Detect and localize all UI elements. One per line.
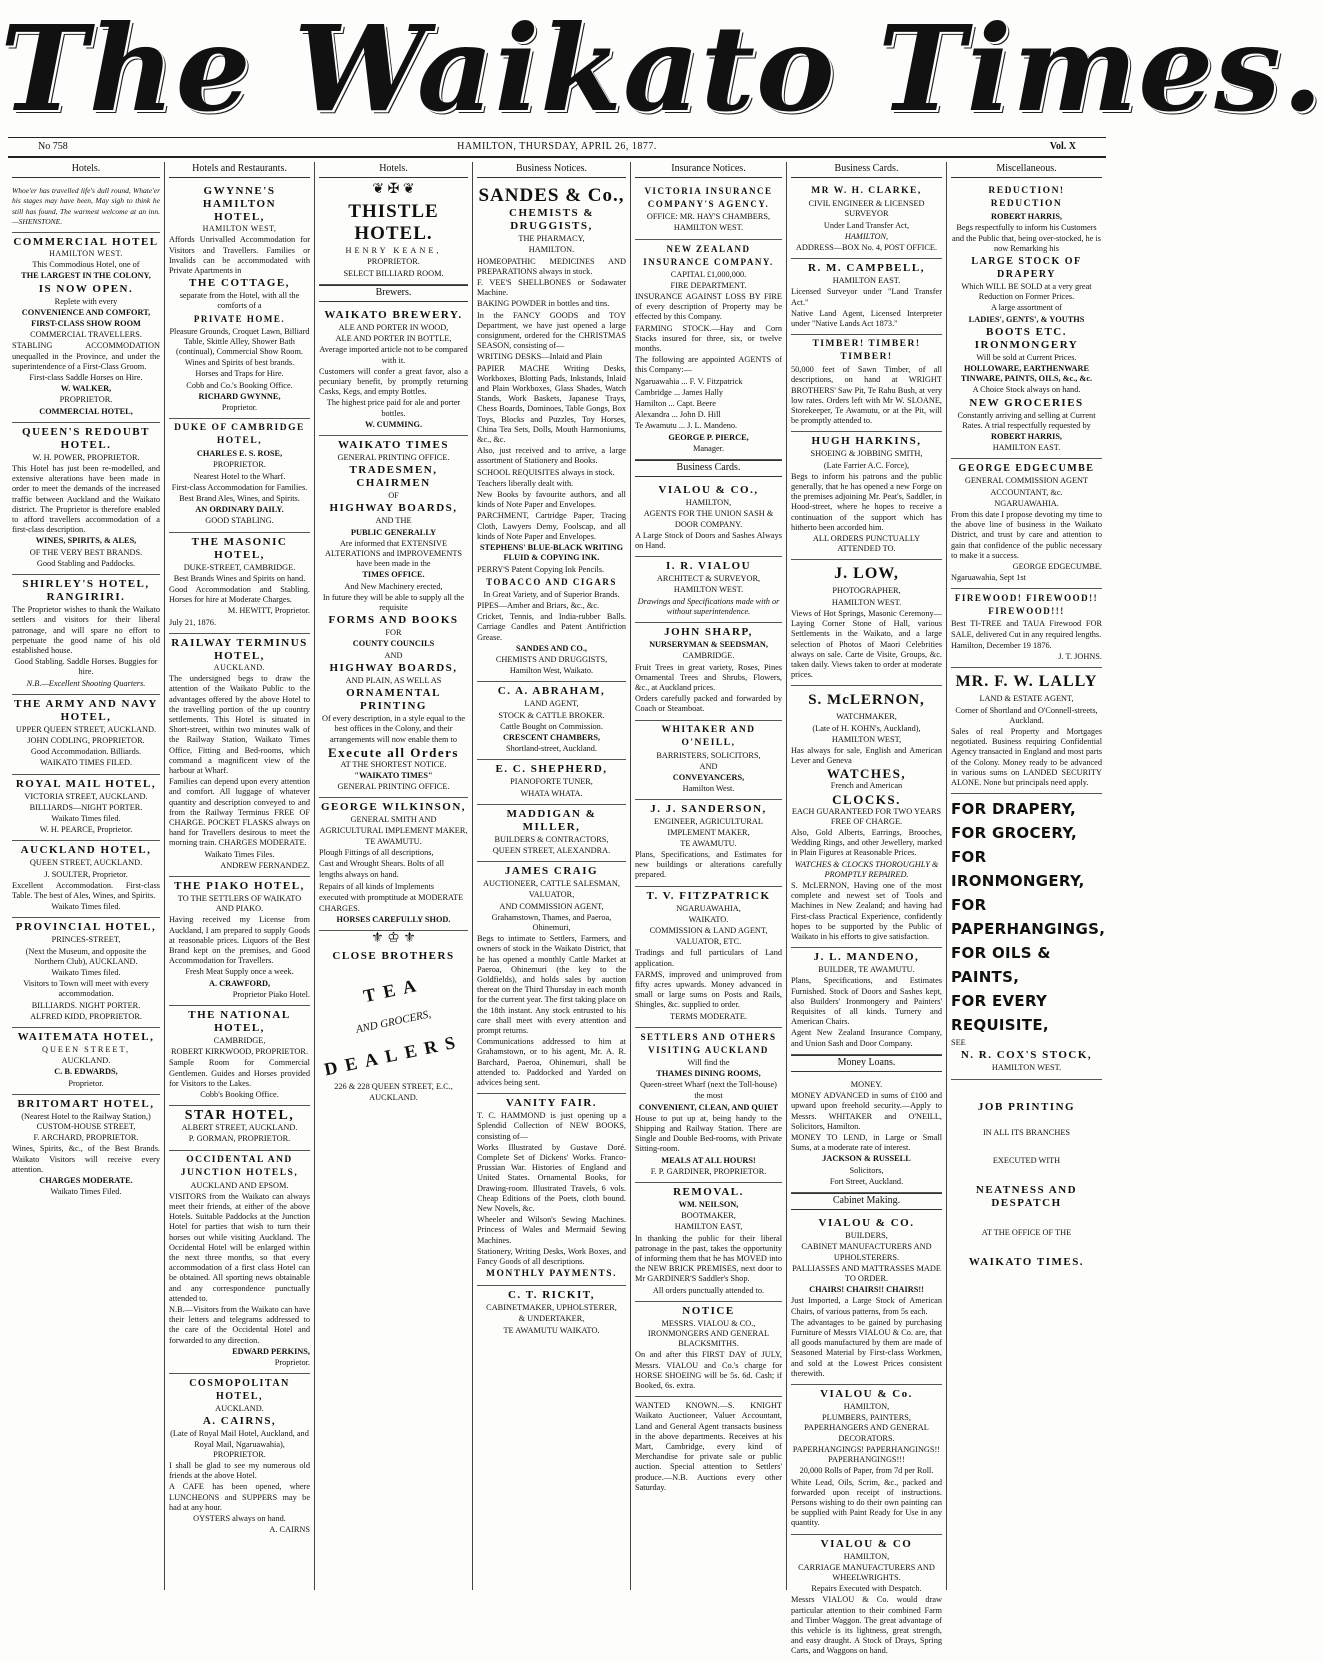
ad-john-sharp: JOHN SHARP, NURSERYMAN & SEEDSMAN, CAMBRIDGE. Fruit Trees in great variety, Roses, Pines Ornamental Trees and Shrubs, Flowers, &c., at Auckland prices. Orders carefully packed and forwarded by Coach or Steamboat. bbox=[635, 623, 782, 720]
ad-vialou-architect: I. R. VIALOU ARCHITECT & SURVEYOR, HAMILTON WEST. Drawings and Specifications made with or without superintendence. bbox=[635, 557, 782, 623]
column-hotels-brewers bbox=[314, 162, 472, 1590]
ad-cox-stock: FOR DRAPERY, FOR GROCERY, FOR IRONMONGERY, FOR PAPERHANGINGS, FOR OILS & PAINTS, FOR EVERY REQUISITE, SEE N. R. COX'S STOCK, HAMILTON WEST. bbox=[951, 794, 1102, 1079]
section-heading: Money Loans. bbox=[791, 1055, 942, 1072]
column-business-cards bbox=[786, 162, 946, 1656]
ad-queens-redoubt: QUEEN'S REDOUBT HOTEL. W. H. POWER, PROPRIETOR. This Hotel has just been re-modelled, and extensive alterations have been made in order to meet the demands of the increased traffic between Auckland and the Waikato district. The Proprietor is therefore enabled to afford travellers accommodation of a first-class description. WINES, SPIRITS, & ALES, OF THE VERY BEST BRANDS. Good Stabling and Paddocks. bbox=[12, 423, 160, 575]
ad-lally: MR. F. W. LALLY LAND & ESTATE AGENT, Corner of Shortland and O'Connell-streets, Auckland. Sales of real Property and Mortgages negotiated. Business requiring Confidential Agency transacted in England and most parts of the Colony. Money ready to be advanced in various sums on LANDED SECURITY ALONE. None but principals need apply. bbox=[951, 668, 1102, 794]
cox-line: FOR OILS & PAINTS, bbox=[951, 944, 1051, 987]
cox-line: FOR IRONMONGERY, bbox=[951, 848, 1085, 891]
agent-row: Cambridge ... James Hally bbox=[635, 387, 724, 397]
ad-james-craig: JAMES CRAIG AUCTIONEER, CATTLE SALESMAN, VALUATOR, AND COMMISSION AGENT, Grahamstown, Thames, and Paeroa, Ohinemuri, Begs to intimate to Settlers, Farmers, and owners of stock in the Waikato District, that he has opened a monthly Cattle Market at Paeroa, Ohinemuri (the key to the Goldfields), and holds sales by auction thereat on the Third Thursday in each month for the current year. The first taking place on the 18th instant. Any stock entrusted to his care shall meet with every attention and prompt returns. Communications addressed to him at Grahamstown, or to his agent, Mr. A. R. Barchard, Paeroa, Ohinemuri, shall be attended to. Paddocked and Yarded on advices being sent. bbox=[477, 862, 626, 1094]
column-heading: Hotels and Restaurants. bbox=[169, 162, 310, 178]
ad-thames-dining-rooms: SETTLERS AND OTHERS VISITING AUCKLAND Will find the THAMES DINING ROOMS, Queen-street Wharf (next the Toll-house) the most CONVENIENT, CLEAN, AND QUIET House to put up at, being handy to the Shipping and Railway Station. There are Single and Double Bed-rooms, with Private Sitting-room. MEALS AT ALL HOURS! F. P. GARDINER, PROPRIETOR. bbox=[635, 1028, 782, 1183]
ad-masonic-hotel: THE MASONIC HOTEL, DUKE-STREET, CAMBRIDGE. Best Brands Wines and Spirits on hand. Good Accommodation and Stabling. Horses for hire at Moderate Charges. M. HEWITT, Proprietor. July 21, 1876. bbox=[169, 533, 310, 634]
ad-railway-terminus-hotel: RAILWAY TERMINUS HOTEL, AUCKLAND. The undersigned begs to draw the attention of the Waikato Public to the advantages offered by the above Hotel to the travelling portion of the up country settlements. This Hotel is situated in Short-street, within two minutes walk of the Railway Station, Waikato Times Office, Fitting and Bed-rooms, which command a magnificent view of the harbour at Wharf. Families can depend upon every attention and comfort. All luggage of whatever quantity and description conveyed to and from the Railway Terminus FREE OF CHARGE. POCKET FLASKS always on hand for Travellers desirous to meet the morning train. CHARGES MODERATE. Waikato Times Files. ANDREW FERNANDEZ. bbox=[169, 634, 310, 877]
ad-trickit: C. T. RICKIT, CABINETMAKER, UPHOLSTERER, & UNDERTAKER, TE AWAMUTU WAIKATO. bbox=[486, 1289, 617, 1335]
coat-of-arms-icon: ⚜ ♔ ⚜ bbox=[371, 931, 416, 947]
ad-cosmopolitan-hotel: COSMOPOLITAN HOTEL, AUCKLAND. A. CAIRNS, (Late of Royal Mail Hotel, Auckland, and Royal Mail, Ngaruawahia), PROPRIETOR. I shall be glad to see my numerous old friends at the above Hotel. A CAFE has been opened, where LUNCHEONS and SUPPERS may be had at any hour. OYSTERS always on hand. A. CAIRNS bbox=[169, 1378, 310, 1535]
dateline bbox=[8, 137, 1106, 158]
ad-shepherd: E. C. SHEPHERD, PIANOFORTE TUNER, WHATA WHATA. bbox=[477, 760, 626, 804]
ad-whitaker-oneill: WHITAKER AND O'NEILL, BARRISTERS, SOLICITORS, AND CONVEYANCERS, Hamilton West. bbox=[635, 721, 782, 801]
ad-hugh-harkins: HUGH HARKINS, SHOEING & JOBBING SMITH, (Late Farrier A.C. Force), Begs to inform his patrons and the public generally, that he has opened a new Forge on the premises adjoining Mr. Peat's, Saddler, in Hood-street, where he hopes to receive a continuation of the support which has hitherto been accorded him. ALL ORDERS PUNCTUALLY ATTENDED TO. bbox=[791, 432, 942, 560]
ad-gwynnes-hotel: GWYNNE'S HAMILTON HOTEL, HAMILTON WEST, Affords Unrivalled Accommodation for Visitors and Travellers. Families or Invalids can be accommodated with Private Apartments in THE COTTAGE, separate from the Hotel, with all the comforts of a PRIVATE HOME. Pleasure Grounds, Croquet Lawn, Billiard Table, Skittle Alley, Shower Bath (continual), Commercial Show Room. Wines and Spirits of best brands. Horses and Traps for Hire. Cobb and Co.'s Booking Office. RICHARD GWYNNE, Proprietor. bbox=[169, 182, 310, 419]
cox-line: FOR DRAPERY, bbox=[951, 800, 1077, 819]
ad-waikato-brewery: WAIKATO BREWERY. ALE AND PORTER IN WOOD, ALE AND PORTER IN BOTTLE, Average imported article not to be compared with it. Customers will confer a great favor, also a pecuniary benefit, by promptly returning Casks, Kegs, and empty Bottles. The highest price paid for ale and porter bottles. W. CUMMING. bbox=[319, 306, 468, 436]
ad-sanderson: J. J. SANDERSON, ENGINEER, AGRICULTURAL IMPLEMENT MAKER, TE AWAMUTU. Plans, Specifications, and Estimates for new buildings or alterations carefully prepared. bbox=[635, 800, 782, 886]
ad-waitemata-hotel: WAITEMATA HOTEL, QUEEN STREET, AUCKLAND. C. B. EDWARDS, Proprietor. bbox=[12, 1028, 160, 1095]
ad-maddigan-miller: MADDIGAN & MILLER, BUILDERS & CONTRACTORS, QUEEN STREET, ALEXANDRA. bbox=[477, 805, 626, 862]
ad-times-printing-office: WAIKATO TIMES GENERAL PRINTING OFFICE. TRADESMEN, CHAIRMEN OF HIGHWAY BOARDS, AND THE PUBLIC GENERALLY Are informed that EXTENSIVE ALTERATIONS and IMPROVEMENTS have been made in the TIMES OFFICE. And New Machinery erected, In future they will be able to supply all the requisite FORMS AND BOOKS FOR COUNTY COUNCILS AND HIGHWAY BOARDS, AND PLAIN, AS WELL AS ORNAMENTAL PRINTING Of every description, in a style equal to the best offices in the Colony, and their arrangements will now enable them to Execute all Orders AT THE SHORTEST NOTICE. "WAIKATO TIMES" GENERAL PRINTING OFFICE. bbox=[319, 436, 468, 798]
section-heading: Brewers. bbox=[319, 285, 468, 302]
column-heading: Business Notices. bbox=[477, 162, 626, 178]
ad-vialou-sash: VIALOU & CO., HAMILTON, AGENTS FOR THE UNION SASH & DOOR COMPANY. A Large Stock of Doors and Sashes Always on Hand. bbox=[635, 481, 782, 557]
column-heading: Miscellaneous. bbox=[951, 162, 1102, 178]
ad-firewood: FIREWOOD! FIREWOOD!! FIREWOOD!!! Best TI-TREE and TAUA Firewood FOR SALE, delivered Cut in any required lengths. Hamilton, December 19 1876. J. T. JOHNS. bbox=[951, 589, 1102, 668]
ad-robert-harris: REDUCTION! REDUCTION ROBERT HARRIS, Begs respectfully to inform his Customers and the Public that, being over-stocked, he is now Remarking his LARGE STOCK OF DRAPERY Which WILL BE SOLD at a very great Reduction on Former Prices. A large assortment of LADIES', GENTS', & YOUTHS BOOTS ETC. IRONMONGERY Will be sold at Current Prices. HOLLOWARE, EARTHENWARE TINWARE, PAINTS, OILS, &c., &c. A Choice Stock always on hand. NEW GROCERIES Constantly arriving and selling at Current Rates. A trial respectfully requested by ROBERT HARRIS, HAMILTON EAST. bbox=[951, 182, 1102, 459]
ad-vialou-carriage: VIALOU & CO HAMILTON, CARRIAGE MANUFACTURERS AND WHEELWRIGHTS. Repairs Executed with Despatch. Messrs VIALOU & Co. would draw particular attention to their combined Farm and Timber Waggon. The great advantage of this vehicle is its lightness, great strength, and easy draught. A Stock of Drays, Spring Carts, and Waggons on hand. bbox=[791, 1537, 942, 1656]
ad-close-brothers: CLOSE BROTHERS TEA AND GROCERS, DEALERS 226 & 228 QUEEN STREET, E.C., AUCKLAND. bbox=[322, 950, 465, 1102]
masthead bbox=[0, 0, 1324, 140]
columns bbox=[8, 162, 1106, 1656]
cox-line: FOR GROCERY, bbox=[951, 824, 1078, 843]
ad-george-edgecumbe: GEORGE EDGECUMBE GENERAL COMMISSION AGENT ACCOUNTANT, &c. NGARUAWAHIA. From this date I propose devoting my time to the above line of business in the Waikato District, and trust by care and attention to gain that confidence of the public necessary to make it a success. GEORGE EDGECUMBE. Ngaruawahia, Sept 1st bbox=[951, 459, 1102, 589]
volume: Vol. X bbox=[1049, 141, 1076, 152]
ad-nz-insurance: NEW ZEALAND INSURANCE COMPANY. CAPITAL £1,000,000. FIRE DEPARTMENT. INSURANCE AGAINST LOSS BY FIRE of every description of Property may be effected by this Company. FARMING STOCK.—Hay and Corn Stacks insured for three, six, or twelve months. The following are appointed AGENTS of this Company:— Ngaruawahia ... F. V. Fitzpatrick Cambridge ... James Hally Hamilton ... Capt. Beere Alexandra ... John D. Hill Te Awamutu ... J. L. Mandeno. GEORGE P. PIERCE, Manager. bbox=[635, 240, 782, 460]
ad-national-hotel: THE NATIONAL HOTEL, CAMBRIDGE, ROBERT KIRKWOOD, PROPRIETOR. Sample Room for Commercial Gentlemen. Guides and Horses provided for Visitors to the Lakes. Cobb's Booking Office. bbox=[169, 1006, 310, 1106]
agent-row: Ngaruawahia ... F. V. Fitzpatrick bbox=[635, 376, 743, 386]
ad-victoria-insurance: VICTORIA INSURANCE COMPANY'S AGENCY. OFFICE: MR. HAY'S CHAMBERS, HAMILTON WEST. bbox=[635, 182, 782, 239]
ad-vialou-plumbers: VIALOU & Co. HAMILTON, PLUMBERS, PAINTERS, PAPERHANGERS AND GENERAL DECORATORS. PAPERHANGINGS! PAPERHANGINGS!! PAPERHANGINGS!!! 20,000 Rolls of Paper, from 7d per Roll. White Lead, Oils, Scrim, &c., packed and forwarded upon receipt of instructions. Persons wishing to do their own painting can be supplied with Paint Ready for Use in any quantity. bbox=[791, 1385, 942, 1534]
ad-piako-hotel: THE PIAKO HOTEL, TO THE SETTLERS OF WAIKATO AND PIAKO. Having received my License from Auckland, I am prepared to supply Goods at reasonable prices. Liquors of the Best Brand kept on the premises, and Good Accommodation for Travellers. Fresh Meat Supply once a week. A. CRAWFORD, Proprietor Piako Hotel. bbox=[169, 877, 310, 1006]
newspaper-title: The Waikato Times. bbox=[0, 0, 1324, 138]
ad-george-wilkinson: GEORGE WILKINSON, GENERAL SMITH AND AGRICULTURAL IMPLEMENT MAKER, TE AWAMUTU. Plough Fittings of all descriptions, Cast and Wrought Shears. Bolts of all lengths always on hand. Repairs of all kinds of Implements executed with promptitude at MODERATE CHARGES. HORSES CAREFULLY SHOD. bbox=[319, 798, 468, 931]
ad-fitzpatrick: T. V. FITZPATRICK NGARUAWAHIA, WAIKATO. COMMISSION & LAND AGENT, VALUATOR, ETC. Tradings and full particulars of Land application. FARMS, improved and unimproved from fifty acres upwards. Money advanced in small or large sums on Posts and Rails, Shingles, &c. supplied to order. TERMS MODERATE. bbox=[635, 887, 782, 1028]
ad-clarke: MR W. H. CLARKE, CIVIL ENGINEER & LICENSED SURVEYOR Under Land Transfer Act, HAMILTON, ADDRESS—BOX No. 4, POST OFFICE. bbox=[791, 182, 942, 259]
ad-vialou-cabinet: VIALOU & CO. BUILDERS, CABINET MANUFACTURERS AND UPHOLSTERERS. PALLIASSES AND MATTRASSES MADE TO ORDER. CHAIRS! CHAIRS!! CHAIRS!! Just Imported, a Large Stock of American Chairs, of various patterns, from 5s each. The advantages to be gained by purchasing Furniture of Messrs VIALOU & Co. are, that all goods manufactured by them are made of Seasoned Material by First-class Workmen, and sold at the Lowest Prices consistent therewith. bbox=[791, 1214, 942, 1385]
ad-job-printing: JOB PRINTING IN ALL ITS BRANCHES EXECUTED WITH NEATNESS AND DESPATCH AT THE OFFICE OF THE WAIKATO TIMES. bbox=[968, 1100, 1085, 1269]
column-business-notices bbox=[472, 162, 630, 1590]
cox-line: FOR PAPERHANGINGS, bbox=[951, 896, 1106, 939]
column-insurance-notices bbox=[630, 162, 786, 1590]
ornament-icon: ❦ ✠ ❦ bbox=[372, 182, 415, 198]
column-heading: Hotels. bbox=[319, 162, 468, 178]
section-heading: Business Cards. bbox=[635, 460, 782, 477]
issue-date: HAMILTON, THURSDAY, APRIL 26, 1877. bbox=[457, 141, 657, 152]
ad-notice: NOTICE MESSRS. VIALOU & CO., IRONMONGERS AND GENERAL BLACKSMITHS. On and after this FIRST DAY of JULY, Messrs. VIALOU and Co.'s charge for HORSE SHOEING will be 5s. 6d. Cash; if Booked, 6s. extra. bbox=[635, 1302, 782, 1397]
ad-sandes-co: SANDES & Co., CHEMISTS & DRUGGISTS, THE PHARMACY, HAMILTON. HOMEOPATHIC MEDICINES AND PREPARATIONS always in stock. F. VEE'S SHELLBONES or Sodawater Machine. BAKING POWDER in bottles and tins. In the FANCY GOODS and TOY Department, we have just opened a large consignment, ordered for the CHRISTMAS SEASON, consisting of— WRITING DESKS—Inlaid and Plain PAPIER MACHE Writing Desks, Workboxes, Blotting Pads, Inkstands, Inlaid and Plain Workboxes, Glass Shades, Watch Stands, Work Baskets, Japanese Trays, Chess Boards, Dominoes, Table Gongs, Box Toys, Blocks and Puzzles, Toy Horses, China Tea Sets, Dolls, Mouth Harmoniums, &c., &c. Also, just received and to arrive, a large assortment of Stationery and Books. SCHOOL REQUISITES always in stock. Teachers liberally dealt with. New Books by favourite authors, and all kinds of Note Paper and Envelopes. PARCHMENT, Cartridge Paper, Tracing Cloth, Lawyers Demy, Foolscap, and all kinds of Note Paper and Envelopes. STEPHENS' BLUE-BLACK WRITING FLUID & COPYING INK. PERRY'S Patent Copying Ink Pencils. TOBACCO AND CIGARS In Great Variety, and of Superior Brands. PIPES—Amber and Briars, &c., &c. Cricket, Tennis, and India-rubber Balls. Carriage Candles and Patent Antifriction Grease. SANDES AND CO., CHEMISTS AND DRUGGISTS, Hamilton West, Waikato. bbox=[477, 182, 626, 682]
ad-britomart-hotel: BRITOMART HOTEL, (Nearest Hotel to the Railway Station,) CUSTOM-HOUSE STREET, F. ARCHARD, PROPRIETOR. Wines, Spirits, &c., of the Best Brands. Waikato Visitors will receive every attention. CHARGES MODERATE. Waikato Times Filed. bbox=[12, 1097, 160, 1197]
column-miscellaneous bbox=[946, 162, 1106, 1590]
ad-vanity-fair: VANITY FAIR. T. C. HAMMOND is just opening up a Splendid Collection of NEW BOOKS, consisting of— Works Illustrated by Gustave Doré. Complete Set of Dickens' Works. Franco-Prussian War. Histories of England and United States. Ornamental Books, for Drawing-room. Illustrated Travels, 6 vols. Cheap Editions of the Poets, cloth bound. New Novels, &c. Wheeler and Wilson's Sewing Machines. Princess of Wales and Mermaid Sewing Machines. Stationery, Writing Desks, Work Boxes, and Fancy Goods of all descriptions. MONTHLY PAYMENTS. bbox=[477, 1094, 626, 1286]
ad-occidental-hotel: OCCIDENTAL AND JUNCTION HOTELS, AUCKLAND AND EPSOM. VISITORS from the Waikato can always meet their friends, at either of the above Hotels. Suitable Paddocks at the Junction Hotel for parties that wish to turn their horses out while visiting Auckland. The Occidental Hotel will be enlarged within the next three months, so that every accommodation of a first class Hotel can be obtained. All sporting news obtainable and any correspondence punctually attended to. N.B.—Visitors from the Waikato can have their letters and telegrams addressed to the care of the Occidental Hotel and forwarded to any direction. EDWARD PERKINS, Proprietor. bbox=[169, 1151, 310, 1375]
ad-abraham: C. A. ABRAHAM, LAND AGENT, STOCK & CATTLE BROKER. Cattle Bought on Commission. CRESCENT CHAMBERS, Shortland-street, Auckland. bbox=[477, 682, 626, 760]
issue-number: No 758 bbox=[38, 141, 68, 152]
ad-mandeno: J. L. MANDENO, BUILDER, TE AWAMUTU. Plans, Specifications, and Estimates Furnished. Stock of Doors and Sashes kept, also Builders' Ironmongery and Painters' Requisites of all kinds. Turnery and American Chairs. Agent New Zealand Insurance Company, and Union Sash and Door Company. bbox=[791, 948, 942, 1055]
ad-duke-of-cambridge: DUKE OF CAMBRIDGE HOTEL, CHARLES E. S. ROSE, PROPRIETOR. Nearest Hotel to the Wharf. First-class Accommodation for Families. Best Brand Ales, Wines, and Spirits. AN ORDINARY DAILY. GOOD STABLING. bbox=[169, 419, 310, 532]
ad-removal: REMOVAL. WM. NEILSON, BOOTMAKER, HAMILTON EAST, In thanking the public for their liberal patronage in the past, takes the opportunity of informing them that he has MOVED into the NEW BRICK PREMISES, next door to Mr GARDINER'S Saddler's Shop. All orders punctually attended to. bbox=[635, 1183, 782, 1302]
ad-money-loans: MONEY. MONEY ADVANCED in sums of £100 and upward upon freehold security.—Apply to Messrs. WHITAKER and O'NEILL, Solicitors, Hamilton. MONEY TO LEND, in Large or Small Sums, at a moderate rate of interest. JACKSON & RUSSELL Solicitors, Fort Street, Auckland. bbox=[791, 1076, 942, 1193]
ad-campbell: R. M. CAMPBELL, HAMILTON EAST. Licensed Surveyor under "Land Transfer Act." Native Land Agent, Licensed Interpreter under "Native Lands Act 1873." bbox=[791, 259, 942, 335]
ad-thistle-hotel: THISTLE HOTEL. HENRY KEANE, PROPRIETOR. SELECT BILLIARD ROOM. bbox=[319, 198, 468, 285]
ad-timber: TIMBER! TIMBER! TIMBER! 50,000 feet of Sawn Timber, of all descriptions, on hand at WRIGHT BROTHERS' Saw Pit, Te Rahu Bush, at very low rates. Orders left with Mr W. SLOANE, Storekeeper, Te Awamutu, or at the Pit, will be promptly attended to. bbox=[791, 335, 942, 432]
column-heading: Business Cards. bbox=[791, 162, 942, 178]
cox-line: FOR EVERY REQUISITE, bbox=[951, 992, 1049, 1035]
column-heading: Insurance Notices. bbox=[635, 162, 782, 178]
agent-row: Hamilton ... Capt. Beere bbox=[635, 399, 716, 409]
column-hotels bbox=[8, 162, 164, 1590]
ad-wanted-known: WANTED KNOWN.—S. KNIGHT Waikato Auctioneer, Valuer Accountant, Land and General Agent transacts business in the above departments. Receives at his Mart, Cambridge, every kind of Merchandise for private sale or public auction. Special attention to Settlers' produce.—N.B. Auctions every other Saturday. bbox=[635, 1401, 782, 1492]
ad-mclernon: S. McLERNON, WATCHMAKER, (Late of H. KOHN's, Auckland), HAMILTON WEST, Has always for sale, English and American Lever and Geneva WATCHES, French and American CLOCKS. EACH GUARANTEED FOR TWO YEARS FREE OF CHARGE. Also, Gold Alberts, Earrings, Brooches, Wedding Rings, and other Jewellery, marked in Plain Figures at Reasonable Prices. WATCHES & CLOCKS THOROUGHLY & PROMPTLY REPAIRED. S. McLERNON, Having one of the most complete and newest set of Tools and Machines in New Zealand; and having had First-class Practical Experience, confidently hopes to be supported by the Public of Waikato in his efforts to give satisfaction. bbox=[791, 686, 942, 948]
ad-army-navy-hotel: THE ARMY AND NAVY HOTEL, UPPER QUEEN STREET, AUCKLAND. JOHN CODLING, PROPRIETOR. Good Accommodation. Billiards. WAIKATO TIMES FILED. bbox=[12, 695, 160, 775]
column-hotels-restaurants bbox=[164, 162, 314, 1590]
section-heading: Cabinet Making. bbox=[791, 1193, 942, 1210]
ad-auckland-hotel: AUCKLAND HOTEL, QUEEN STREET, AUCKLAND. J. SOULTER, Proprietor. Excellent Accommodation. First-class Table. The best of Ales, Wines, and Spirits. Waikato Times filed. bbox=[12, 841, 160, 918]
agent-row: Te Awamutu ... J. L. Mandeno. bbox=[635, 421, 738, 431]
ad-j-low: J. LOW, PHOTOGRAPHER, HAMILTON WEST. Views of Hot Springs, Masonic Ceremony—Laying Corner Stone of Hall, various Settlements in the Waikato, and a large selection of Photos of Maori Celebrities always on sale. Carte de Visite, Groups, &c. taken daily. Views taken to order at moderate prices. bbox=[791, 560, 942, 686]
column-heading: Hotels. bbox=[12, 162, 160, 178]
ad-shirleys-hotel: SHIRLEY'S HOTEL, RANGIRIRI. The Proprietor wishes to thank the Waikato settlers and visitors for their liberal patronage, and will spare no effort to perpetuate the good name of his old established house. Good Stabling. Saddle Horses. Buggies for hire. N.B.—Excellent Shooting Quarters. bbox=[12, 575, 160, 695]
ad-commercial-hotel: COMMERCIAL HOTEL HAMILTON WEST. This Commodious Hotel, one of THE LARGEST IN THE COLONY, IS NOW OPEN. Replete with every CONVENIENCE AND COMFORT, FIRST-CLASS SHOW ROOM COMMERCIAL TRAVELLERS. STABLING ACCOMMODATION unequalled in the Province, and under the superintendence of a First-Class Groom. First-class Saddle Horses on Hire. W. WALKER, PROPRIETOR. COMMERCIAL HOTEL, bbox=[12, 233, 160, 423]
ad-royal-mail-hotel: ROYAL MAIL HOTEL, VICTORIA STREET, AUCKLAND. BILLIARDS—NIGHT PORTER. Waikato Times filed. W. H. PEARCE, Proprietor. bbox=[12, 775, 160, 842]
poem: Whoe'er has travelled life's dull round, Whate'er his stages may have been, May sigh to think he still has found, The warmest welcome at an inn. —SHENSTONE. bbox=[12, 182, 160, 233]
ad-star-hotel: STAR HOTEL, ALBERT STREET, AUCKLAND. P. GORMAN, PROPRIETOR. bbox=[169, 1106, 310, 1150]
ad-provincial-hotel: PROVINCIAL HOTEL, PRINCES-STREET, (Next the Museum, and opposite the Northern Club), AUCKLAND. Waikato Times filed. Visitors to Town will meet with every accommodation. BILLIARDS. NIGHT PORTER. ALFRED KIDD, PROPRIETOR. bbox=[12, 918, 160, 1028]
agent-row: Alexandra ... John D. Hill bbox=[635, 410, 721, 420]
